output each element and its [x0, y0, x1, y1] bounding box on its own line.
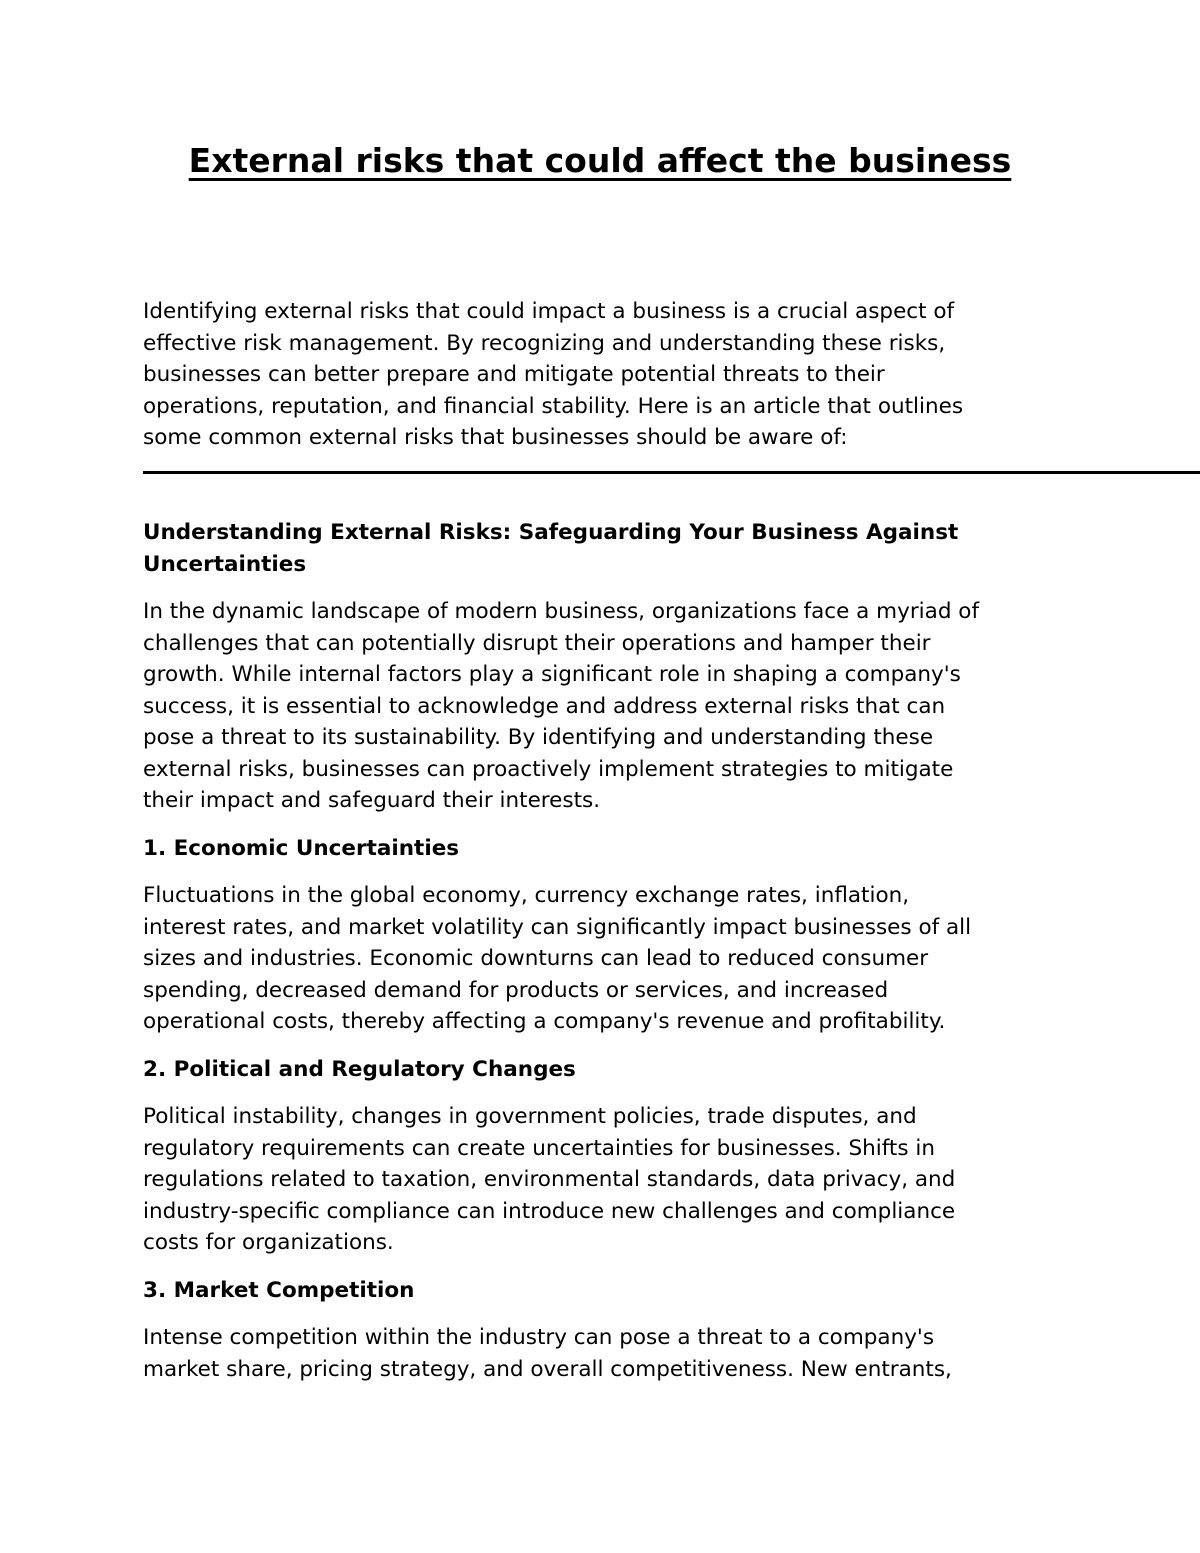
- section-heading-competition: 3. Market Competition: [143, 1277, 415, 1303]
- intro-line: Identifying external risks that could impact a business is a crucial aspect of: [143, 299, 955, 324]
- section-paragraph-economic: Fluctuations in the global economy, currency exchange rates, inflation, interest rates, and market volatility can significantly impact businesses of all sizes and industries. Economic downturns can lead to reduced consumer spending, decreased demand for products or services, and increased operational costs, thereby affecting a company's revenue and profitability.: [143, 883, 972, 1034]
- article-heading: Understanding External Risks: Safeguarding Your Business Against Uncertainties: [143, 520, 959, 577]
- intro-line: effective risk management. By recognizing and understanding these risks,: [143, 330, 946, 356]
- intro-paragraph: [143, 296, 1103, 454]
- section-heading-economic: 1. Economic Uncertainties: [143, 835, 460, 861]
- horizontal-divider: [143, 471, 1200, 474]
- section-paragraph-competition: Intense competition within the industry can pose a threat to a company's market share, pricing strategy, and overall competitiveness. New entrants,: [143, 1325, 952, 1382]
- intro-line: operations, reputation, and financial stability. Here is an article that outlines: [143, 393, 964, 419]
- section-paragraph-political: Political instability, changes in government policies, trade disputes, and regulatory requirements can create uncertainties for businesses. Shifts in regulations related to taxation, environmental standards, data privacy, and industry-specific compliance can introduce new challenges and compliance costs for organizations.: [143, 1104, 956, 1255]
- article-intro-paragraph: In the dynamic landscape of modern business, organizations face a myriad of challenges that can potentially disrupt their operations and hamper their growth. While internal factors play a significant role in shaping a company's success, it is essential to acknowledge and address external risks that can pose a threat to its sustainability. By identifying and understanding these external risks, businesses can proactively implement strategies to mitigate their impact and safeguard their interests.: [143, 599, 980, 813]
- document-title: External risks that could affect the business: [188, 141, 1012, 180]
- section-heading-political: 2. Political and Regulatory Changes: [143, 1056, 576, 1082]
- intro-line: some common external risks that businesses should be aware of:: [143, 425, 848, 450]
- article-body: [143, 517, 1103, 1385]
- intro-line: businesses can better prepare and mitigate potential threats to their: [143, 362, 885, 387]
